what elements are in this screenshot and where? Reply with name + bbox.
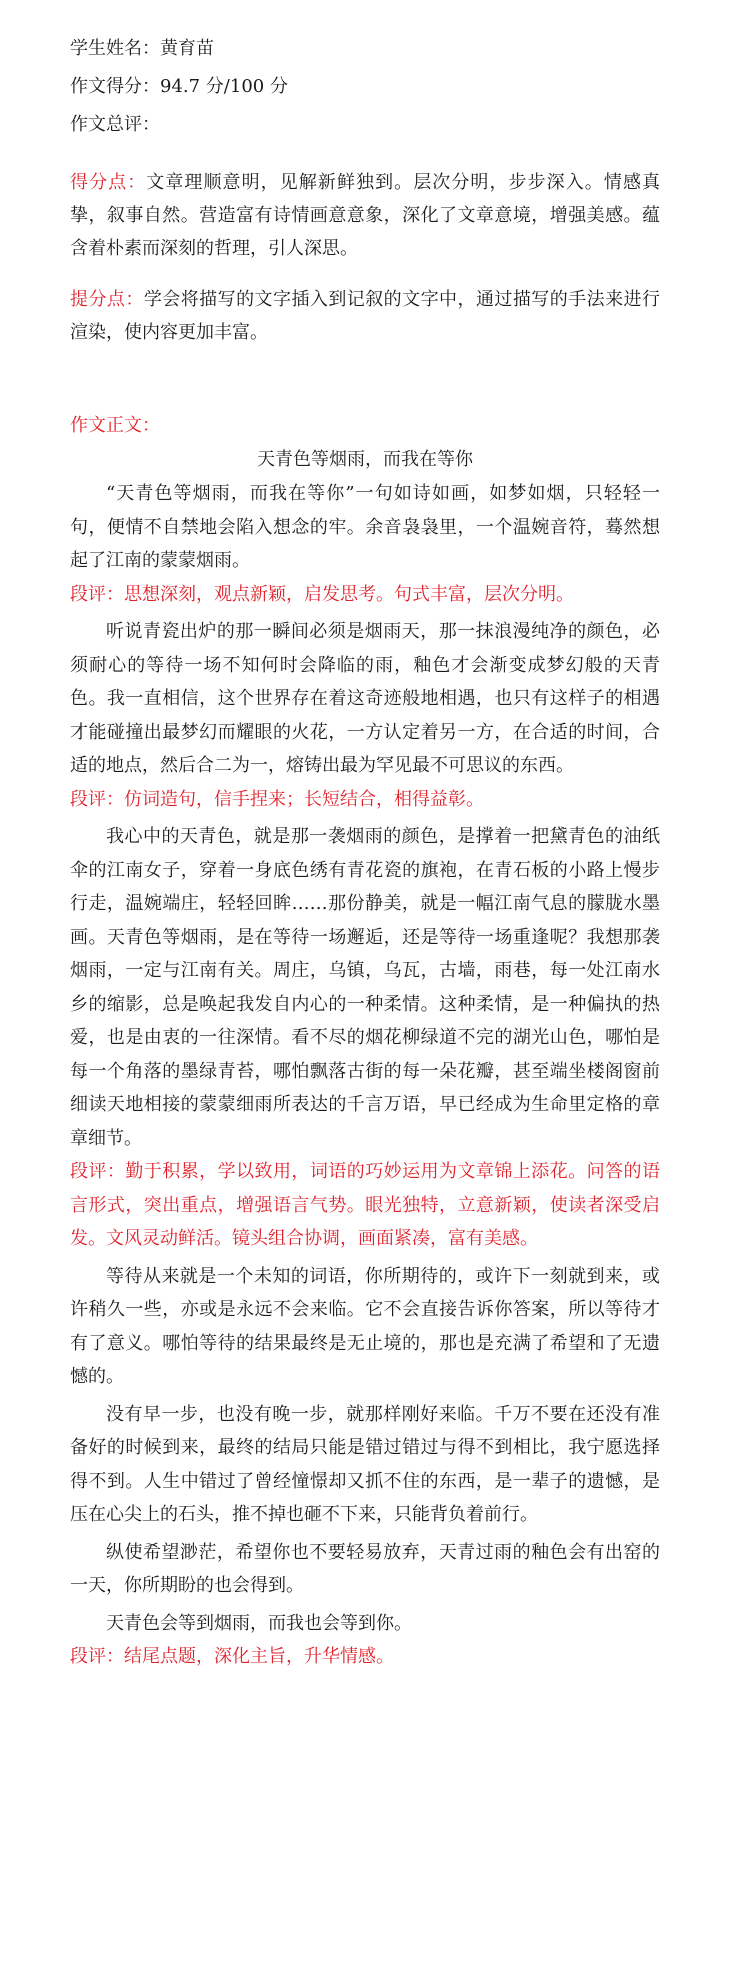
summary-heading — [70, 114, 660, 136]
paragraph-review-2: 段评：仿词造句，信手捏来；长短结合，相得益彰。 — [70, 788, 484, 810]
essay-title: 天青色等烟雨，而我在等你 — [257, 449, 473, 470]
essay-paragraph-5: 没有早一步，也没有晚一步，就那样刚好来临。千万不要在还没有准备好的时候到来，最终的结局只能是错过错过与得不到相比，我宁愿选择得不到。人生中错过了曾经憧憬却又抓不住的东西，是一辈子的遗憾，是压在心尖上的石头，推不掉也砸不下来，只能背负着前行。 — [70, 1403, 660, 1525]
essay-paragraph-3: 我心中的天青色，就是那一袭烟雨的颜色，是撑着一把黛青色的油纸伞的江南女子，穿着一身底色绣有青花瓷的旗袍，在青石板的小路上慢步行走，温婉端庄，轻轻回眸……那份静美，就是一幅江南气息的朦胧水墨画。天青色等烟雨，是在等待一场邂逅，还是等待一场重逢呢？我想那袭烟雨，一定与江南有关。周庄，乌镇，乌瓦，古墙，雨巷，每一处江南水乡的缩影，总是唤起我发自内心的一种柔情。这种柔情，是一种偏执的热爱，也是由衷的一往深情。看不尽的烟花柳绿道不完的湖光山色，哪怕是每一个角落的墨绿青苔，哪怕飘落古街的每一朵花瓣，甚至端坐楼阁窗前细读天地相接的蒙蒙细雨所表达的千言万语，早已经成为生命里定格的章章细节。 — [70, 826, 660, 1149]
strengths-text: 文章理顺意明，见解新鲜独到。层次分明，步步深入。情感真挚，叙事自然。营造富有诗情画意意象，深化了文章意境，增强美感。蕴含着朴素而深刻的哲理，引人深思。 — [70, 172, 661, 259]
strengths-label: 得分点： — [70, 172, 147, 193]
improve-label: 提分点： — [70, 289, 144, 310]
strengths-comment — [70, 166, 660, 265]
essay-paragraph-2: 听说青瓷出炉的那一瞬间必须是烟雨天，那一抹浪漫纯净的颜色，必须耐心的等待一场不知何时会降临的雨，釉色才会渐变成梦幻般的天青色。我一直相信，这个世界存在着这奇迹般地相遇，也只有这样子的相遇才能碰撞出最梦幻而耀眼的火花，一方认定着另一方，在合适的时间，合适的地点，然后合二为一，熔铸出最为罕见最不可思议的东西。 — [70, 621, 660, 776]
improve-comment — [70, 283, 660, 349]
essay-section-label: 作文正文： — [70, 415, 160, 436]
student-name-value: 黄育苗 — [160, 38, 214, 59]
essay-paragraph-6: 纵使希望渺茫，希望你也不要轻易放弃，天青过雨的釉色会有出窑的一天，你所期盼的也会得到。 — [70, 1541, 660, 1596]
score-value: 94.7 分/100 分 — [160, 76, 288, 97]
score-label: 作文得分： — [70, 76, 160, 97]
paragraph-review-4: 段评：结尾点题，深化主旨，升华情感。 — [70, 1646, 394, 1667]
student-name-label: 学生姓名： — [70, 38, 160, 59]
essay-paragraph-1: “天青色等烟雨，而我在等你”一句如诗如画，如梦如烟，只轻轻一句，便情不自禁地会陷入想念的牢。余音袅袅里，一个温婉音符，蓦然想起了江南的蒙蒙烟雨。 — [70, 483, 660, 571]
summary-label: 作文总评： — [70, 114, 160, 135]
essay-paragraph-7: 天青色会等到烟雨，而我也会等到你。 — [106, 1612, 412, 1634]
score-line — [70, 76, 660, 98]
student-name-line — [70, 38, 660, 60]
paragraph-review-1: 段评：思想深刻，观点新颖，启发思考。句式丰富，层次分明。 — [70, 583, 574, 605]
improve-text: 学会将描写的文字插入到记叙的文字中，通过描写的手法来进行渲染，使内容更加丰富。 — [70, 289, 661, 343]
paragraph-review-3: 段评：勤于积累，学以致用，词语的巧妙运用为文章锦上添花。问答的语言形式，突出重点，增强语言气势。眼光独特，立意新颖，使读者深受启发。文风灵动鲜活。镜头组合协调，画面紧凑，富有美感。 — [70, 1161, 660, 1249]
essay-paragraph-4: 等待从来就是一个未知的词语，你所期待的，或许下一刻就到来，或许稍久一些，亦或是永远不会来临。它不会直接告诉你答案，所以等待才有了意义。哪怕等待的结果最终是无止境的，那也是充满了希望和了无遗憾的。 — [70, 1265, 660, 1387]
